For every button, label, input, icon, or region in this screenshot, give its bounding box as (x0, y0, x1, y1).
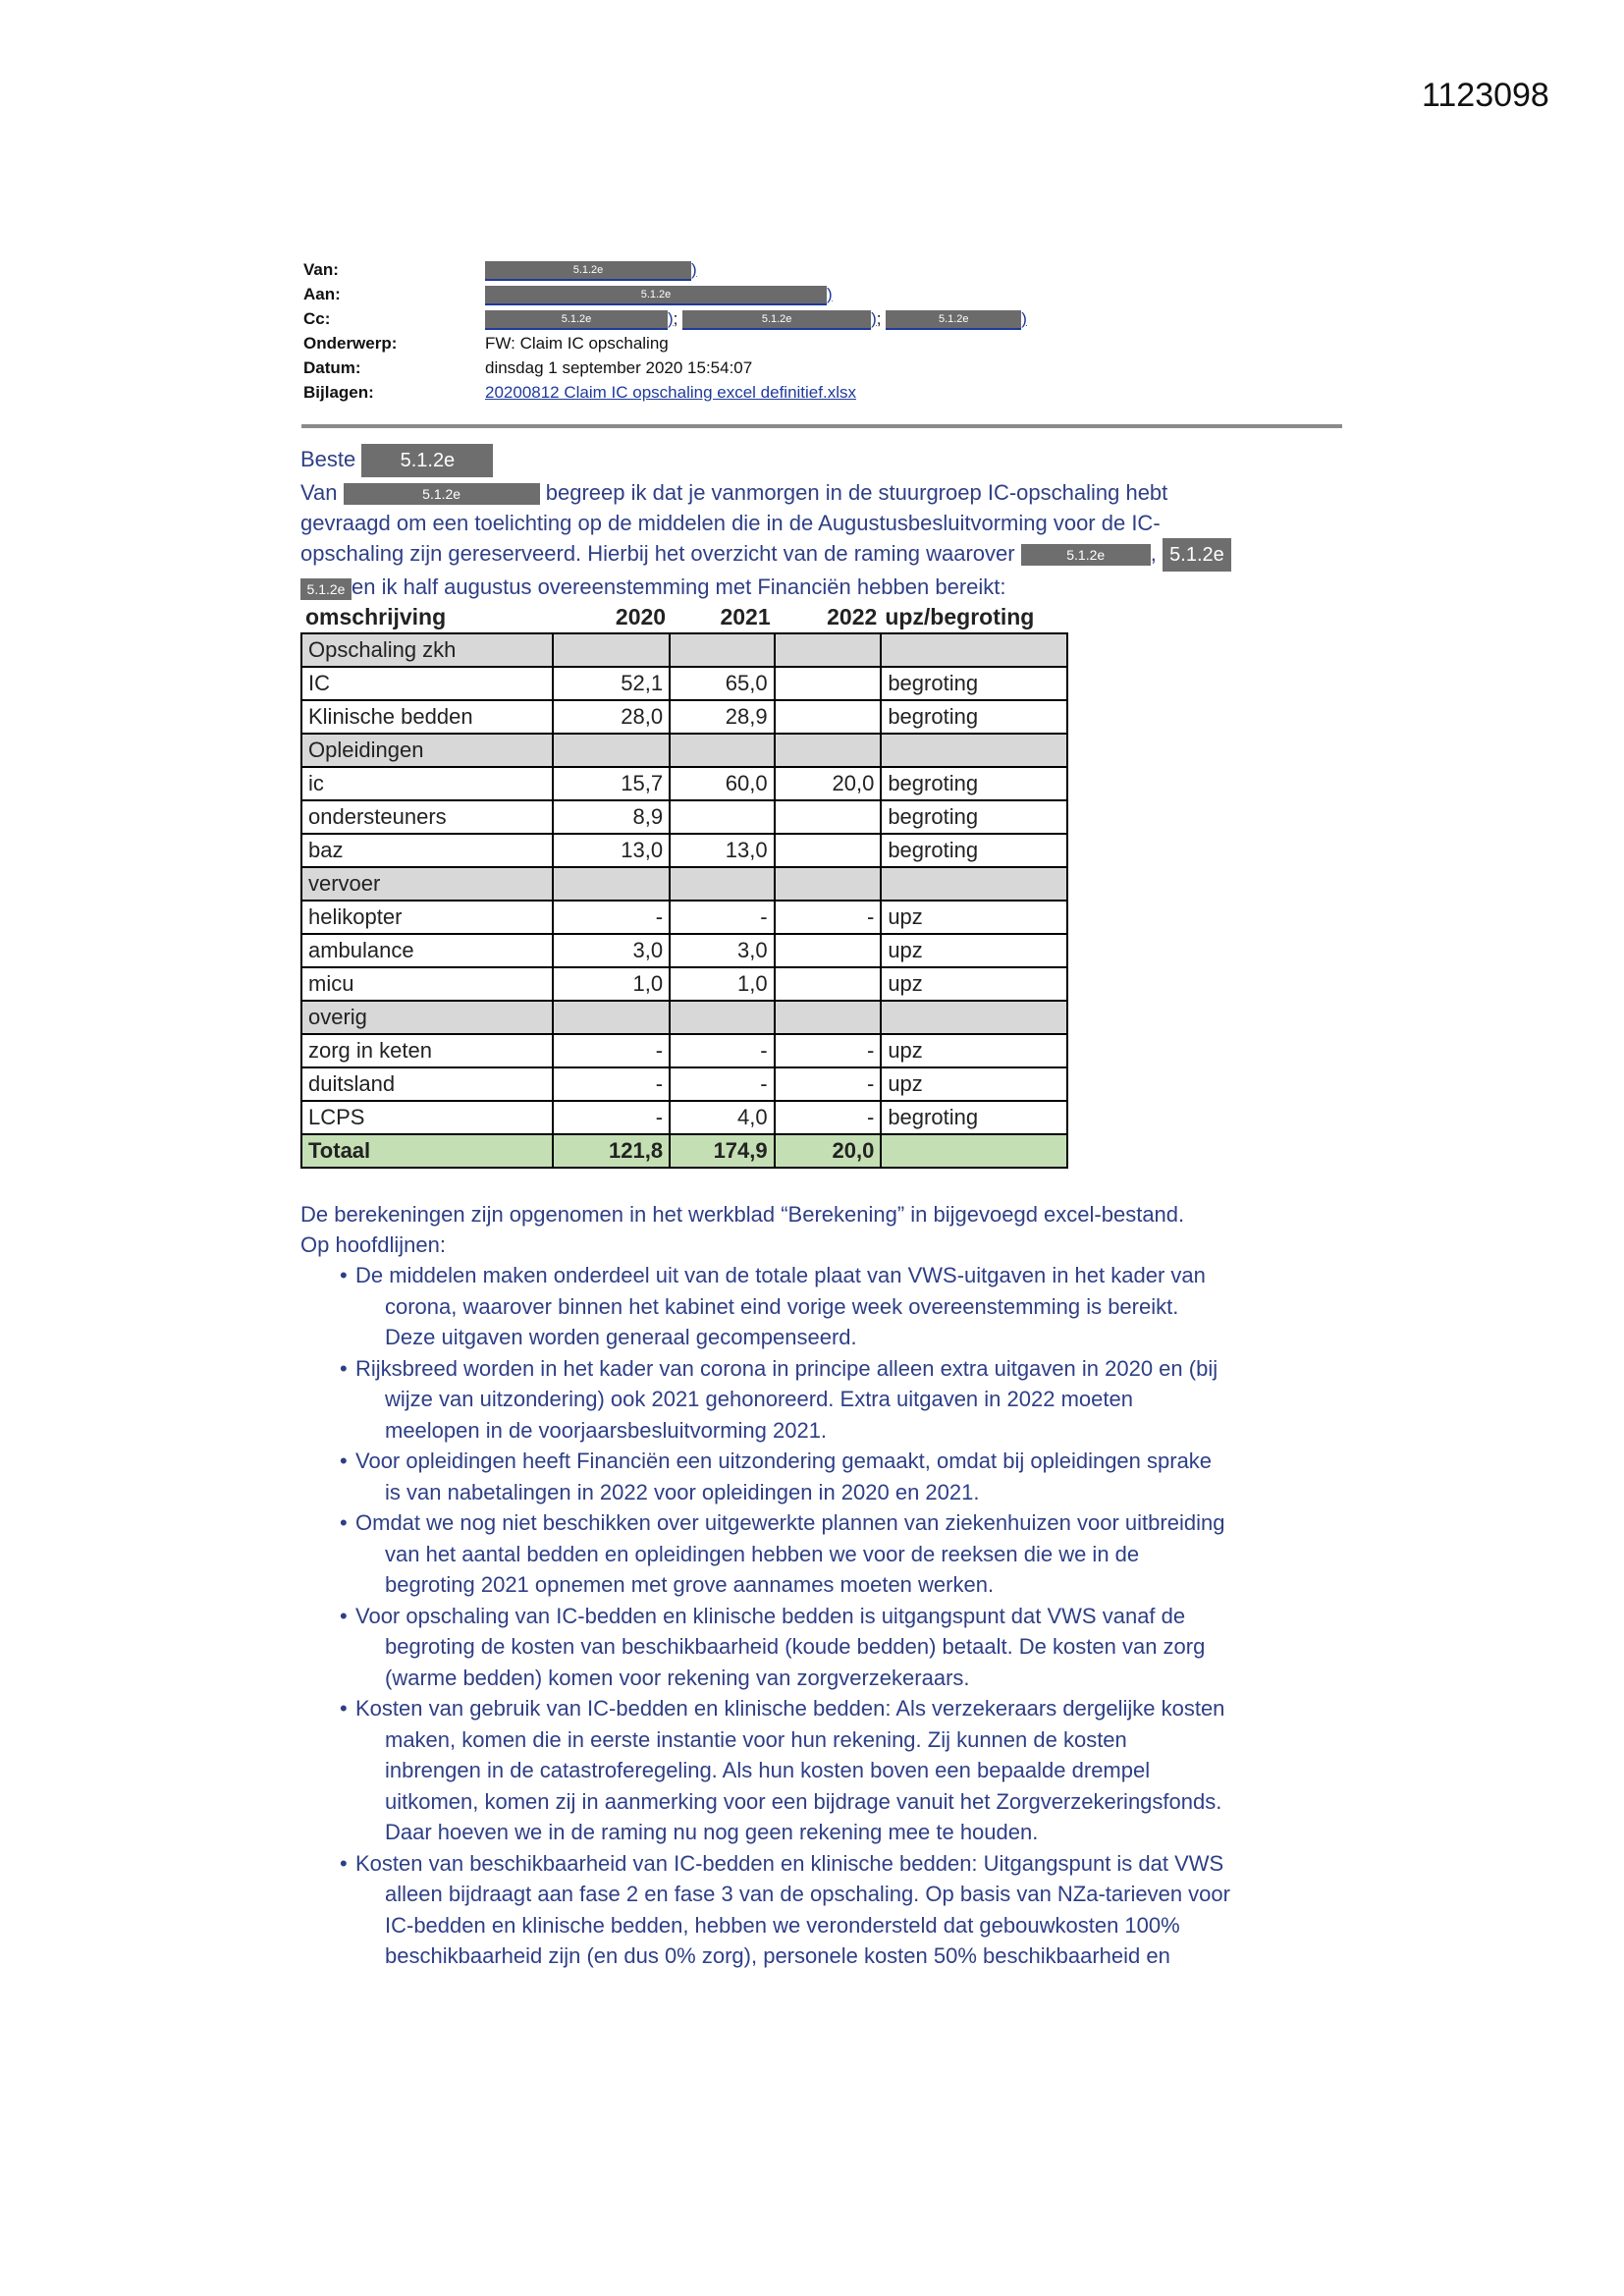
table-cell (881, 1134, 1067, 1168)
bullet-line: alleen bijdraagt aan fase 2 en fase 3 van de opschaling. Op basis van NZa-tarieven voor (385, 1882, 1230, 1906)
table-cell: helikopter (301, 901, 553, 934)
bullet-text: Kosten van beschikbaarheid van IC-bedden en klinische bedden: Uitgangspunt is dat VWS (355, 1850, 1224, 1876)
table-cell: upz (881, 901, 1067, 934)
table-cell: 65,0 (670, 667, 775, 700)
bullet-dot-icon: • (340, 1850, 348, 1876)
bullet-line: is van nabetalingen in 2022 voor opleidingen in 2020 en 2021. (385, 1479, 980, 1504)
header-van-row (303, 260, 1344, 285)
table-cell: Opleidingen (301, 734, 553, 767)
table-row (301, 901, 1067, 934)
table-cell (775, 800, 882, 834)
bullet-item (340, 1446, 1351, 1507)
table-cell: - (670, 1067, 775, 1101)
bullet-line: IC-bedden en klinische bedden, hebben we verondersteld dat gebouwkosten 100% (385, 1912, 1180, 1938)
table-row (301, 1067, 1067, 1101)
bullet-line: begroting de kosten van beschikbaarheid (koude bedden) betaalt. De kosten van zorg (385, 1634, 1206, 1659)
table-cell (775, 934, 882, 967)
bullet-line: Daar hoeven we in de raming nu nog geen rekening mee te houden. (385, 1820, 1039, 1844)
table-cell: zorg in keten (301, 1034, 553, 1067)
redaction: 5.1.2e (485, 310, 668, 330)
table-row (301, 1034, 1067, 1067)
table-cell: duitsland (301, 1067, 553, 1101)
text-line: begreep ik dat je vanmorgen in de stuurgroep IC-opschaling hebt (545, 480, 1168, 506)
table-cell (670, 800, 775, 834)
bullet-item (340, 1601, 1351, 1694)
table-cell: - (553, 901, 670, 934)
table-cell (775, 834, 882, 867)
table-cell (775, 1001, 882, 1034)
table-cell: 13,0 (553, 834, 670, 867)
after-table-line: Op hoofdlijnen: (300, 1232, 446, 1257)
bullet-line (340, 1446, 1351, 1477)
table-row (301, 767, 1067, 800)
table-cell: vervoer (301, 867, 553, 901)
bullet-dot-icon: • (340, 1510, 348, 1535)
bullet-line: inbrengen in de catastroferegeling. Als hun kosten boven een bepaalde drempel (385, 1758, 1151, 1782)
redaction: 5.1.2e (344, 483, 540, 505)
bullet-line: corona, waarover binnen het kabinet eind vorige week overeenstemming is bereikt. (385, 1293, 1179, 1319)
table-cell: 4,0 (670, 1101, 775, 1134)
table-category-row (301, 1001, 1067, 1034)
table-cell: begroting (881, 767, 1067, 800)
table-cell (670, 867, 775, 901)
table-cell: begroting (881, 800, 1067, 834)
redaction: 5.1.2e (682, 310, 871, 330)
document-number: 1123098 (1422, 77, 1549, 114)
redaction: 5.1.2e (1021, 544, 1151, 566)
table-cell (670, 734, 775, 767)
table-row (301, 967, 1067, 1001)
table-cell: - (553, 1101, 670, 1134)
table-cell: 20,0 (775, 767, 882, 800)
paragraph-line: gevraagd om een toelichting op de middelen die in de Augustusbesluitvorming voor de IC- (300, 511, 1161, 536)
text-line: opschaling zijn gereserveerd. Hierbij het overzicht van de raming waarover (300, 541, 1015, 567)
bullet-line (340, 1353, 1351, 1385)
van-label: Van: (303, 260, 339, 279)
bullet-dot-icon: • (340, 1696, 348, 1721)
bullet-line: maken, komen die in eerste instantie voor hun rekening. Zij kunnen de kosten (385, 1726, 1127, 1752)
table-cell: begroting (881, 1101, 1067, 1134)
table-cell: micu (301, 967, 553, 1001)
table-cell: begroting (881, 667, 1067, 700)
cc-link-close[interactable]: ) (668, 309, 674, 328)
table-cell (775, 867, 882, 901)
cc-link-close[interactable]: ) (871, 309, 877, 328)
table-row (301, 700, 1067, 734)
table-cell (775, 633, 882, 667)
table-row (301, 934, 1067, 967)
aan-link-close[interactable]: ) (827, 285, 833, 303)
table-cell: Totaal (301, 1134, 553, 1168)
table-cell: 15,7 (553, 767, 670, 800)
datum-value: dinsdag 1 september 2020 15:54:07 (485, 358, 753, 377)
bullet-item (340, 1260, 1351, 1353)
after-table (300, 1199, 1341, 1260)
bijlagen-label: Bijlagen: (303, 383, 374, 402)
table-cell: - (670, 901, 775, 934)
table-cell: IC (301, 667, 553, 700)
header-bijlagen-row (303, 383, 1344, 408)
col-header: 2020 (615, 603, 667, 629)
bullet-text: De middelen maken onderdeel uit van de totale plaat van VWS-uitgaven in het kader van (355, 1263, 1206, 1287)
aan-value (485, 285, 833, 305)
header-cc-row (303, 309, 1344, 334)
table-cell: 52,1 (553, 667, 670, 700)
table-cell (881, 734, 1067, 767)
table-cell: baz (301, 834, 553, 867)
table-cell: - (775, 1034, 882, 1067)
table-cell: - (775, 1067, 882, 1101)
table-cell (775, 667, 882, 700)
bullet-text: Rijksbreed worden in het kader van corona in principe alleen extra uitgaven in 2020 en (bij (355, 1355, 1218, 1381)
redaction: 5.1.2e (361, 444, 493, 477)
table-row (301, 667, 1067, 700)
table-header-row (301, 601, 1067, 633)
table-cell: upz (881, 1034, 1067, 1067)
bullet-line: beschikbaarheid zijn (en dus 0% zorg), personele kosten 50% beschikbaarheid en (385, 1943, 1170, 1968)
van-value (485, 260, 697, 281)
table-cell: ondersteuners (301, 800, 553, 834)
bullet-line (340, 1693, 1351, 1724)
table-cell: 3,0 (553, 934, 670, 967)
table-cell (881, 1001, 1067, 1034)
table-cell: Opschaling zkh (301, 633, 553, 667)
table-cell: LCPS (301, 1101, 553, 1134)
bullet-item (340, 1848, 1351, 1972)
table-total-row (301, 1134, 1067, 1168)
table-cell: upz (881, 934, 1067, 967)
paragraph-line (300, 572, 1341, 602)
table-cell (553, 734, 670, 767)
table-cell (881, 633, 1067, 667)
bullet-item (340, 1693, 1351, 1848)
table-row (301, 800, 1067, 834)
table-row (301, 834, 1067, 867)
body-intro (300, 444, 1341, 602)
table-cell: ambulance (301, 934, 553, 967)
header-datum-row (303, 358, 1344, 383)
table-cell: 121,8 (553, 1134, 670, 1168)
table-cell (775, 700, 882, 734)
bullet-line (340, 1848, 1351, 1880)
bullet-line: wijze van uitzondering) ook 2021 gehonoreerd. Extra uitgaven in 2022 moeten (385, 1387, 1133, 1411)
col-header: 2022 (827, 603, 878, 629)
bullet-line (340, 1601, 1351, 1632)
onderwerp-label: Onderwerp: (303, 334, 398, 353)
table-cell: - (553, 1067, 670, 1101)
bullet-line: (warme bedden) komen voor rekening van zorgverzekeraars. (385, 1665, 970, 1690)
table-cell (553, 867, 670, 901)
after-table-line: De berekeningen zijn opgenomen in het werkblad “Berekening” in bijgevoegd excel-bestand. (300, 1202, 1185, 1227)
table-cell: 1,0 (670, 967, 775, 1001)
text-van: Van (300, 480, 338, 506)
col-header: omschrijving (305, 603, 447, 629)
onderwerp-value: FW: Claim IC opschaling (485, 334, 669, 353)
table-cell: - (553, 1034, 670, 1067)
table-cell: overig (301, 1001, 553, 1034)
bullet-line (340, 1260, 1351, 1291)
table-cell (670, 1001, 775, 1034)
table-cell: 28,9 (670, 700, 775, 734)
table-cell: - (775, 901, 882, 934)
paragraph-line: opschaling zijn gereserveerd. Hierbij het overzicht van de raming waarover 5.1.2e , 5.1.2e (300, 538, 1341, 572)
bullet-line: Deze uitgaven worden generaal gecompenseerd. (385, 1325, 857, 1349)
header-divider (301, 424, 1342, 428)
cc-value: 5.1.2e ); 5.1.2e ); 5.1.2e ) (485, 309, 1027, 330)
paragraph-line (300, 477, 1341, 508)
bullet-item (340, 1507, 1351, 1601)
table-cell (775, 734, 882, 767)
cc-link-close[interactable]: ) (1021, 309, 1027, 328)
header-aan-row (303, 285, 1344, 309)
table-cell: 13,0 (670, 834, 775, 867)
table-cell (881, 867, 1067, 901)
redaction: 5.1.2e (886, 310, 1021, 330)
datum-label: Datum: (303, 358, 361, 377)
table-cell: - (670, 1034, 775, 1067)
bullet-line: van het aantal bedden en opleidingen hebben we voor de reeksen die we in de (385, 1541, 1140, 1566)
budget-table (300, 601, 1068, 1169)
attachment-link[interactable]: 20200812 Claim IC opschaling excel definitief.xlsx (485, 383, 856, 402)
van-link-close[interactable]: ) (691, 260, 697, 279)
bullet-text: Omdat we nog niet beschikken over uitgewerkte plannen van ziekenhuizen voor uitbreiding (355, 1510, 1225, 1535)
table-cell: Klinische bedden (301, 700, 553, 734)
table-cell: 60,0 (670, 767, 775, 800)
table-cell (553, 1001, 670, 1034)
bullet-line: uitkomen, komen zij in aanmerking voor een bijdrage vanuit het Zorgverzekeringsfonds. (385, 1788, 1222, 1814)
table-cell: begroting (881, 700, 1067, 734)
bullet-line: meelopen in de voorjaarsbesluitvorming 2021. (385, 1417, 828, 1443)
redaction: 5.1.2e (300, 578, 352, 600)
bullet-list (340, 1260, 1351, 1972)
table-cell: ic (301, 767, 553, 800)
table-category-row (301, 633, 1067, 667)
table-cell (553, 633, 670, 667)
greeting-line (300, 444, 1341, 477)
bullet-dot-icon: • (340, 1603, 348, 1628)
bullet-line (340, 1507, 1351, 1539)
table-cell: 1,0 (553, 967, 670, 1001)
text-line: en ik half augustus overeenstemming met Financiën hebben bereikt: (352, 574, 1006, 600)
bullet-text: Voor opleidingen heeft Financiën een uitzondering gemaakt, omdat bij opleidingen sprake (355, 1449, 1213, 1473)
table-cell: 3,0 (670, 934, 775, 967)
table-row (301, 1101, 1067, 1134)
greeting: Beste (300, 447, 356, 471)
table-cell: upz (881, 1067, 1067, 1101)
table-cell: begroting (881, 834, 1067, 867)
table-cell: 20,0 (775, 1134, 882, 1168)
table-cell: 174,9 (670, 1134, 775, 1168)
bullet-dot-icon: • (340, 1263, 348, 1287)
col-header: 2021 (720, 603, 771, 629)
table-category-row (301, 867, 1067, 901)
redaction: 5.1.2e (1163, 538, 1231, 572)
bullet-text: Voor opschaling van IC-bedden en klinische bedden is uitgangspunt dat VWS vanaf de (355, 1603, 1186, 1628)
redaction: 5.1.2e (485, 261, 691, 281)
bullet-item (340, 1353, 1351, 1447)
bullet-line: begroting 2021 opnemen met grove aannames moeten werken. (385, 1572, 995, 1597)
table-cell (670, 633, 775, 667)
bullet-dot-icon: • (340, 1355, 348, 1381)
bullet-text: Kosten van gebruik van IC-bedden en klinische bedden: Als verzekeraars dergelijke kosten (355, 1696, 1225, 1721)
table-cell: 8,9 (553, 800, 670, 834)
email-header (303, 260, 1344, 408)
bullet-dot-icon: • (340, 1449, 348, 1473)
col-header: upz/begroting (885, 603, 1035, 629)
table-cell (775, 967, 882, 1001)
table-cell: - (775, 1101, 882, 1134)
table-cell: upz (881, 967, 1067, 1001)
table-cell: 28,0 (553, 700, 670, 734)
redaction: 5.1.2e (485, 286, 827, 305)
header-onderwerp-row (303, 334, 1344, 358)
table-category-row (301, 734, 1067, 767)
cc-label: Cc: (303, 309, 331, 328)
aan-label: Aan: (303, 285, 341, 303)
